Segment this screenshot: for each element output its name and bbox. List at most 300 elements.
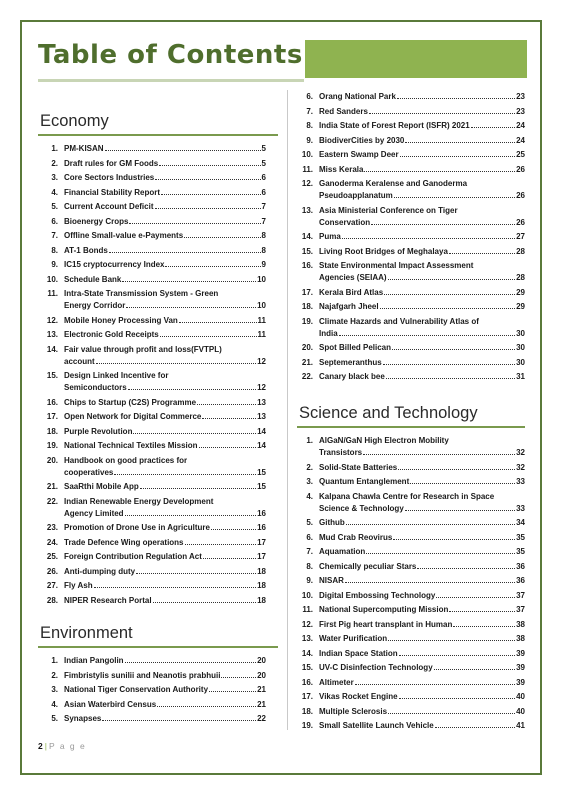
toc-entry-page: 6	[261, 187, 266, 197]
dot-leader	[221, 677, 256, 678]
toc-entry[interactable]	[42, 329, 266, 341]
dot-leader	[417, 568, 515, 569]
toc-entry-title: Agency Limited	[64, 508, 124, 518]
toc-entry-page: 32	[516, 448, 525, 457]
toc-entry-title: Septemeranthus	[319, 357, 382, 367]
toc-entry-title: Kerala Bird Atlas	[319, 287, 384, 297]
toc-entry-title: Fair value through profit and loss(FVTPL)	[64, 344, 222, 354]
dot-leader	[155, 208, 261, 209]
toc-entry-number: 12.	[46, 315, 58, 325]
toc-entry-page: 26	[516, 217, 525, 227]
toc-entry-title: Financial Stability Report	[64, 187, 161, 197]
toc-entry-number: 27.	[46, 581, 58, 590]
toc-entry-number: 12.	[301, 179, 313, 188]
toc-entry-page: 14	[257, 441, 266, 450]
dot-leader	[363, 454, 515, 455]
toc-entry[interactable]	[42, 172, 266, 184]
toc-entry[interactable]	[297, 462, 525, 474]
toc-entry[interactable]	[42, 684, 266, 696]
section-title-science: Science and Technology	[299, 404, 478, 422]
toc-entry-page: 30	[516, 357, 525, 367]
toc-entry[interactable]	[297, 301, 525, 313]
toc-entry-number: 18.	[301, 706, 313, 716]
dot-leader	[435, 727, 515, 728]
toc-entry-number: 6.	[306, 92, 313, 101]
toc-entry-title: Conservation	[319, 217, 371, 227]
toc-list-environment	[42, 655, 266, 728]
toc-entry-page: 39	[516, 677, 525, 687]
toc-entry-page: 21	[257, 685, 266, 694]
toc-entry-title: Miss Kerala	[319, 164, 364, 174]
toc-entry-page: 34	[516, 518, 525, 527]
toc-entry-number: 15.	[301, 663, 313, 672]
dot-leader	[155, 179, 260, 180]
dot-leader	[366, 553, 515, 554]
toc-entry-title: National Supercomputing Mission	[319, 605, 449, 614]
toc-entry-number: 26.	[46, 566, 58, 576]
toc-entry-title: Promotion of Drone Use in Agriculture	[64, 523, 210, 532]
toc-entry-number: 3.	[306, 477, 313, 486]
toc-entry-page: 11	[257, 315, 266, 325]
toc-entry-page: 7	[261, 216, 266, 226]
toc-entry[interactable]	[297, 604, 525, 616]
toc-entry[interactable]	[297, 546, 525, 558]
toc-entry-number: 6.	[306, 532, 313, 542]
toc-entry-page: 29	[516, 287, 525, 297]
dot-leader	[346, 524, 515, 525]
toc-entry[interactable]	[297, 316, 525, 340]
toc-entry-title: Energy Corridor	[64, 301, 126, 310]
dot-leader	[160, 336, 257, 337]
toc-entry-page: 17	[257, 537, 266, 547]
toc-entry-title: Agencies (SEIAA)	[319, 273, 387, 282]
toc-entry[interactable]	[297, 633, 525, 645]
toc-entry-title: Schedule Bank	[64, 274, 122, 284]
toc-entry-number: 16.	[301, 261, 313, 270]
toc-entry-title: Trade Defence Wing operations	[64, 537, 184, 547]
dot-leader	[179, 322, 257, 323]
toc-entry[interactable]	[297, 619, 525, 631]
toc-entry[interactable]	[297, 517, 525, 529]
toc-entry-page: 29	[516, 302, 525, 311]
dot-leader	[114, 474, 256, 475]
toc-entry-number: 19.	[46, 441, 58, 450]
toc-entry[interactable]	[42, 344, 266, 368]
toc-entry-number: 11.	[302, 164, 313, 174]
dot-leader	[434, 669, 515, 670]
toc-entry-number: 13.	[46, 330, 58, 339]
toc-entry-page: 22	[257, 714, 266, 723]
toc-entry[interactable]	[297, 491, 525, 515]
toc-entry-title: Canary black bee	[319, 372, 385, 381]
toc-entry[interactable]	[42, 411, 266, 423]
title-underline	[38, 79, 304, 82]
dot-leader	[165, 266, 260, 267]
dot-leader	[339, 335, 515, 336]
dot-leader	[136, 573, 256, 574]
toc-entry-number: 12.	[301, 619, 313, 629]
toc-entry-title: Foreign Contribution Regulation Act	[64, 552, 202, 561]
toc-entry[interactable]	[42, 370, 266, 394]
toc-entry-title: Najafgarh Jheel	[319, 302, 379, 311]
footer-separator: |	[44, 741, 47, 751]
toc-entry-title: Synapses	[64, 714, 102, 723]
toc-entry-number: 9.	[51, 260, 58, 269]
toc-entry-title: Vikas Rocket Engine	[319, 692, 398, 701]
toc-entry[interactable]	[297, 691, 525, 703]
toc-entry-title: Chemically peculiar Stars	[319, 561, 417, 571]
dot-leader	[388, 279, 516, 280]
dot-leader	[159, 165, 260, 166]
dot-leader	[125, 662, 257, 663]
toc-entry[interactable]	[297, 648, 525, 660]
toc-entry[interactable]	[42, 440, 266, 452]
toc-entry-title: Design Linked Incentive for	[64, 371, 169, 380]
toc-entry-page: 13	[257, 397, 266, 407]
toc-entry-title: Aquamation	[319, 547, 366, 556]
toc-entry-title: Asia Ministerial Conference on Tiger	[319, 205, 458, 215]
dot-leader	[342, 238, 515, 239]
toc-entry-page: 33	[516, 477, 525, 486]
toc-entry-title: Electronic Gold Receipts	[64, 330, 159, 339]
toc-entry-number: 17.	[46, 412, 58, 421]
toc-entry-number: 4.	[51, 187, 58, 197]
toc-entry[interactable]	[42, 143, 266, 155]
toc-entry-title: SaaRthi Mobile App	[64, 482, 139, 491]
toc-entry-title: Orang National Park	[319, 92, 396, 101]
dot-leader	[380, 308, 516, 309]
toc-entry-number: 10.	[46, 274, 58, 284]
toc-entry-page: 21	[257, 699, 266, 709]
toc-entry-number: 8.	[51, 245, 58, 255]
dot-leader	[364, 171, 515, 172]
dot-leader	[392, 349, 515, 350]
toc-entry[interactable]	[297, 135, 525, 147]
toc-entry-number: 2.	[306, 462, 313, 472]
toc-entry-number: 14.	[301, 648, 313, 658]
toc-entry[interactable]	[297, 532, 525, 544]
dot-leader	[405, 510, 515, 511]
toc-entry[interactable]	[42, 397, 266, 409]
dot-leader	[209, 691, 256, 692]
dot-leader	[393, 539, 515, 540]
dot-leader	[397, 98, 515, 99]
toc-entry-number: 18.	[301, 302, 313, 311]
toc-entry[interactable]	[42, 201, 266, 213]
toc-entry-number: 24.	[46, 537, 58, 547]
toc-entry[interactable]	[297, 231, 525, 243]
toc-entry[interactable]	[297, 371, 525, 383]
toc-entry-title: Handbook on good practices for	[64, 455, 188, 465]
toc-entry-number: 1.	[306, 436, 313, 445]
toc-entry[interactable]	[297, 106, 525, 118]
toc-entry[interactable]	[297, 561, 525, 573]
toc-entry-number: 17.	[301, 692, 313, 701]
toc-entry-page: 40	[516, 706, 525, 716]
toc-entry-title: BiodiverCities by 2030	[319, 135, 405, 145]
toc-entry-number: 1.	[51, 656, 58, 665]
toc-entry[interactable]	[42, 481, 266, 493]
toc-entry-number: 13.	[301, 205, 313, 215]
toc-entry-page: 36	[516, 576, 525, 585]
toc-entry-page: 16	[257, 523, 266, 532]
toc-entry-page: 30	[516, 328, 525, 338]
toc-entry-page: 32	[516, 462, 525, 472]
toc-entry-title: Eastern Swamp Deer	[319, 150, 399, 159]
toc-entry[interactable]	[297, 178, 525, 202]
toc-entry-page: 18	[257, 566, 266, 576]
toc-entry[interactable]	[42, 187, 266, 199]
toc-entry-page: 40	[516, 692, 525, 701]
toc-entry-title: Spot Billed Pelican	[319, 343, 392, 352]
toc-entry-number: 6.	[51, 216, 58, 226]
toc-entry-title: Indian Pangolin	[64, 656, 124, 665]
toc-entry-title: Living Root Bridges of Meghalaya	[319, 246, 448, 256]
dot-leader	[125, 515, 257, 516]
toc-entry-number: 17.	[301, 287, 313, 297]
dot-leader	[371, 224, 515, 225]
toc-entry[interactable]	[297, 706, 525, 718]
toc-entry[interactable]	[42, 288, 266, 312]
toc-entry-page: 8	[261, 231, 266, 240]
toc-entry[interactable]	[297, 149, 525, 161]
toc-entry-number: 19.	[301, 316, 313, 326]
dot-leader	[211, 529, 256, 530]
toc-entry[interactable]	[297, 476, 525, 488]
toc-entry[interactable]	[42, 670, 266, 682]
toc-entry[interactable]	[297, 575, 525, 587]
toc-entry-number: 11.	[47, 289, 58, 298]
toc-entry-title: PM-KISAN	[64, 144, 104, 153]
toc-entry-page: 15	[257, 467, 266, 477]
toc-entry-title: AT-1 Bonds	[64, 245, 108, 255]
toc-entry-page: 39	[516, 648, 525, 658]
dot-leader	[449, 611, 515, 612]
column-divider	[287, 90, 288, 730]
dot-leader	[109, 252, 261, 253]
toc-entry-title: Quantum Entanglement	[319, 477, 410, 486]
toc-entry-number: 2.	[51, 158, 58, 168]
toc-entry-number: 23.	[46, 523, 58, 532]
toc-entry-number: 10.	[301, 150, 313, 159]
toc-entry-title: State Environmental Impact Assessment	[319, 261, 474, 270]
toc-entry-title: Mud Crab Reovirus	[319, 532, 393, 542]
toc-entry-number: 7.	[306, 547, 313, 556]
toc-entry-title: Intra-State Transmission System - Green	[64, 289, 219, 298]
toc-entry[interactable]	[42, 595, 266, 607]
toc-entry-title: Offline Small-value e-Payments	[64, 231, 184, 240]
header-accent-block	[305, 40, 527, 78]
dot-leader	[96, 363, 256, 364]
toc-entry-title: Kalpana Chawla Centre for Research in Space	[319, 491, 495, 501]
toc-entry[interactable]	[42, 158, 266, 170]
toc-entry-title: Water Purification	[319, 634, 388, 643]
dot-leader	[388, 640, 515, 641]
toc-entry-number: 20.	[46, 455, 58, 465]
toc-entry-page: 35	[516, 547, 525, 556]
toc-entry[interactable]	[42, 315, 266, 327]
toc-entry-number: 14.	[301, 232, 313, 241]
toc-entry-title: Science & Technology	[319, 503, 404, 513]
toc-entry[interactable]	[297, 435, 525, 459]
toc-entry-number: 5.	[306, 518, 313, 527]
dot-leader	[133, 433, 256, 434]
toc-entry-page: 37	[516, 590, 525, 600]
toc-entry-page: 15	[257, 482, 266, 491]
toc-entry-title: Mobile Honey Processing Van	[64, 315, 178, 325]
toc-entry-page: 30	[516, 343, 525, 352]
toc-entry[interactable]	[297, 342, 525, 354]
toc-entry-number: 7.	[51, 231, 58, 240]
toc-entry-title: Semiconductors	[64, 383, 127, 392]
dot-leader	[129, 223, 260, 224]
toc-entry[interactable]	[42, 580, 266, 592]
toc-entry-number: 5.	[51, 202, 58, 211]
toc-entry[interactable]	[297, 357, 525, 369]
toc-entry-page: 16	[257, 508, 266, 518]
toc-entry-number: 16.	[301, 677, 313, 687]
toc-entry-number: 20.	[301, 343, 313, 352]
toc-entry-title: Draft rules for GM Foods	[64, 158, 159, 168]
toc-entry[interactable]	[42, 522, 266, 534]
toc-entry-number: 3.	[51, 685, 58, 694]
toc-entry-number: 15.	[301, 246, 313, 256]
toc-entry-page: 26	[516, 164, 525, 174]
toc-entry-page: 12	[257, 383, 266, 392]
toc-entry-page: 26	[516, 191, 525, 200]
dot-leader	[126, 307, 256, 308]
toc-entry[interactable]	[42, 274, 266, 286]
toc-entry-title: First Pig heart transplant in Human	[319, 619, 453, 629]
toc-entry[interactable]	[297, 590, 525, 602]
toc-entry-page: 12	[257, 356, 266, 366]
toc-entry[interactable]	[297, 720, 525, 732]
toc-entry[interactable]	[42, 655, 266, 667]
toc-entry-title: Current Account Deficit	[64, 202, 154, 211]
toc-entry-number: 21.	[46, 482, 58, 491]
toc-entry-page: 24	[516, 135, 525, 145]
toc-entry-number: 21.	[301, 357, 313, 367]
toc-entry-page: 6	[261, 173, 266, 182]
toc-list-science	[297, 435, 525, 735]
toc-entry[interactable]	[297, 205, 525, 229]
dot-leader	[128, 389, 256, 390]
dot-leader	[161, 194, 261, 195]
toc-entry[interactable]	[297, 662, 525, 674]
toc-entry-title: Puma	[319, 232, 341, 241]
page-number: 2	[38, 741, 43, 751]
toc-entry-title: Github	[319, 518, 345, 527]
toc-entry-number: 10.	[301, 590, 313, 600]
toc-entry-page: 10	[257, 274, 266, 284]
dot-leader	[400, 156, 516, 157]
toc-entry-page: 5	[261, 144, 266, 153]
toc-entry[interactable]	[42, 259, 266, 271]
section-rule-environment	[38, 646, 278, 648]
toc-entry-page: 20	[257, 670, 266, 680]
toc-entry[interactable]	[297, 91, 525, 103]
toc-entry-page: 28	[516, 273, 525, 282]
toc-entry[interactable]	[42, 713, 266, 725]
toc-entry-title: Solid-State Batteries	[319, 462, 398, 472]
toc-entry-page: 31	[516, 372, 525, 381]
toc-entry-number: 3.	[51, 173, 58, 182]
toc-entry-title: AlGaN/GaN High Electron Mobility	[319, 436, 449, 445]
toc-entry[interactable]	[297, 164, 525, 176]
dot-leader	[105, 150, 261, 151]
toc-entry[interactable]	[42, 566, 266, 578]
toc-entry-page: 24	[516, 121, 525, 130]
toc-entry-title: Open Network for Digital Commerce	[64, 412, 202, 421]
toc-entry-page: 10	[257, 301, 266, 310]
dot-leader	[449, 253, 515, 254]
toc-entry[interactable]	[42, 699, 266, 711]
toc-entry[interactable]	[297, 120, 525, 132]
toc-entry-page: 25	[516, 150, 525, 159]
toc-entry-number: 18.	[46, 426, 58, 436]
toc-entry-page: 9	[261, 260, 266, 269]
toc-entry[interactable]	[42, 245, 266, 257]
toc-entry-page: 20	[257, 656, 266, 665]
toc-entry-title: Fimbristylis sunilii and Neanotis prabhuii	[64, 670, 221, 680]
toc-entry-title: account	[64, 356, 95, 366]
dot-leader	[384, 294, 515, 295]
toc-entry[interactable]	[297, 677, 525, 689]
toc-entry-number: 16.	[46, 397, 58, 407]
toc-entry-number: 5.	[51, 714, 58, 723]
toc-entry[interactable]	[297, 260, 525, 284]
toc-entry-number: 4.	[51, 699, 58, 709]
toc-list-environment-continued	[297, 91, 525, 386]
toc-entry[interactable]	[297, 287, 525, 299]
toc-entry-page: 23	[516, 92, 525, 101]
toc-entry-title: Anti-dumping duty	[64, 566, 136, 576]
toc-entry-page: 8	[261, 245, 266, 255]
toc-entry[interactable]	[42, 455, 266, 479]
dot-leader	[386, 378, 515, 379]
dot-leader	[399, 655, 515, 656]
toc-entry[interactable]	[42, 426, 266, 438]
toc-entry-number: 28.	[46, 595, 58, 605]
toc-entry-number: 11.	[302, 605, 313, 614]
toc-entry-title: NIPER Research Portal	[64, 595, 152, 605]
toc-entry-title: Chips to Startup (C2S) Programme	[64, 397, 197, 407]
toc-entry-number: 2.	[51, 670, 58, 680]
toc-entry[interactable]	[42, 230, 266, 242]
dot-leader	[122, 281, 256, 282]
dot-leader	[453, 626, 515, 627]
dot-leader	[394, 197, 515, 198]
toc-entry[interactable]	[42, 551, 266, 563]
toc-entry[interactable]	[42, 216, 266, 228]
dot-leader	[153, 602, 257, 603]
toc-entry-page: 28	[516, 246, 525, 256]
toc-entry-title: Multiple Sclerosis	[319, 706, 388, 716]
toc-entry-title: UV-C Disinfection Technology	[319, 663, 433, 672]
toc-entry[interactable]	[297, 246, 525, 258]
toc-entry[interactable]	[42, 496, 266, 520]
toc-entry-title: IC15 cryptocurrency Index	[64, 260, 165, 269]
toc-entry-number: 22.	[46, 496, 58, 506]
toc-entry-page: 11	[257, 330, 266, 339]
toc-entry-number: 14.	[46, 344, 58, 354]
section-title-economy: Economy	[40, 112, 109, 130]
page-label: P a g e	[48, 741, 87, 751]
dot-leader	[405, 142, 515, 143]
toc-entry-number: 9.	[306, 576, 313, 585]
toc-entry[interactable]	[42, 537, 266, 549]
dot-leader	[199, 447, 257, 448]
